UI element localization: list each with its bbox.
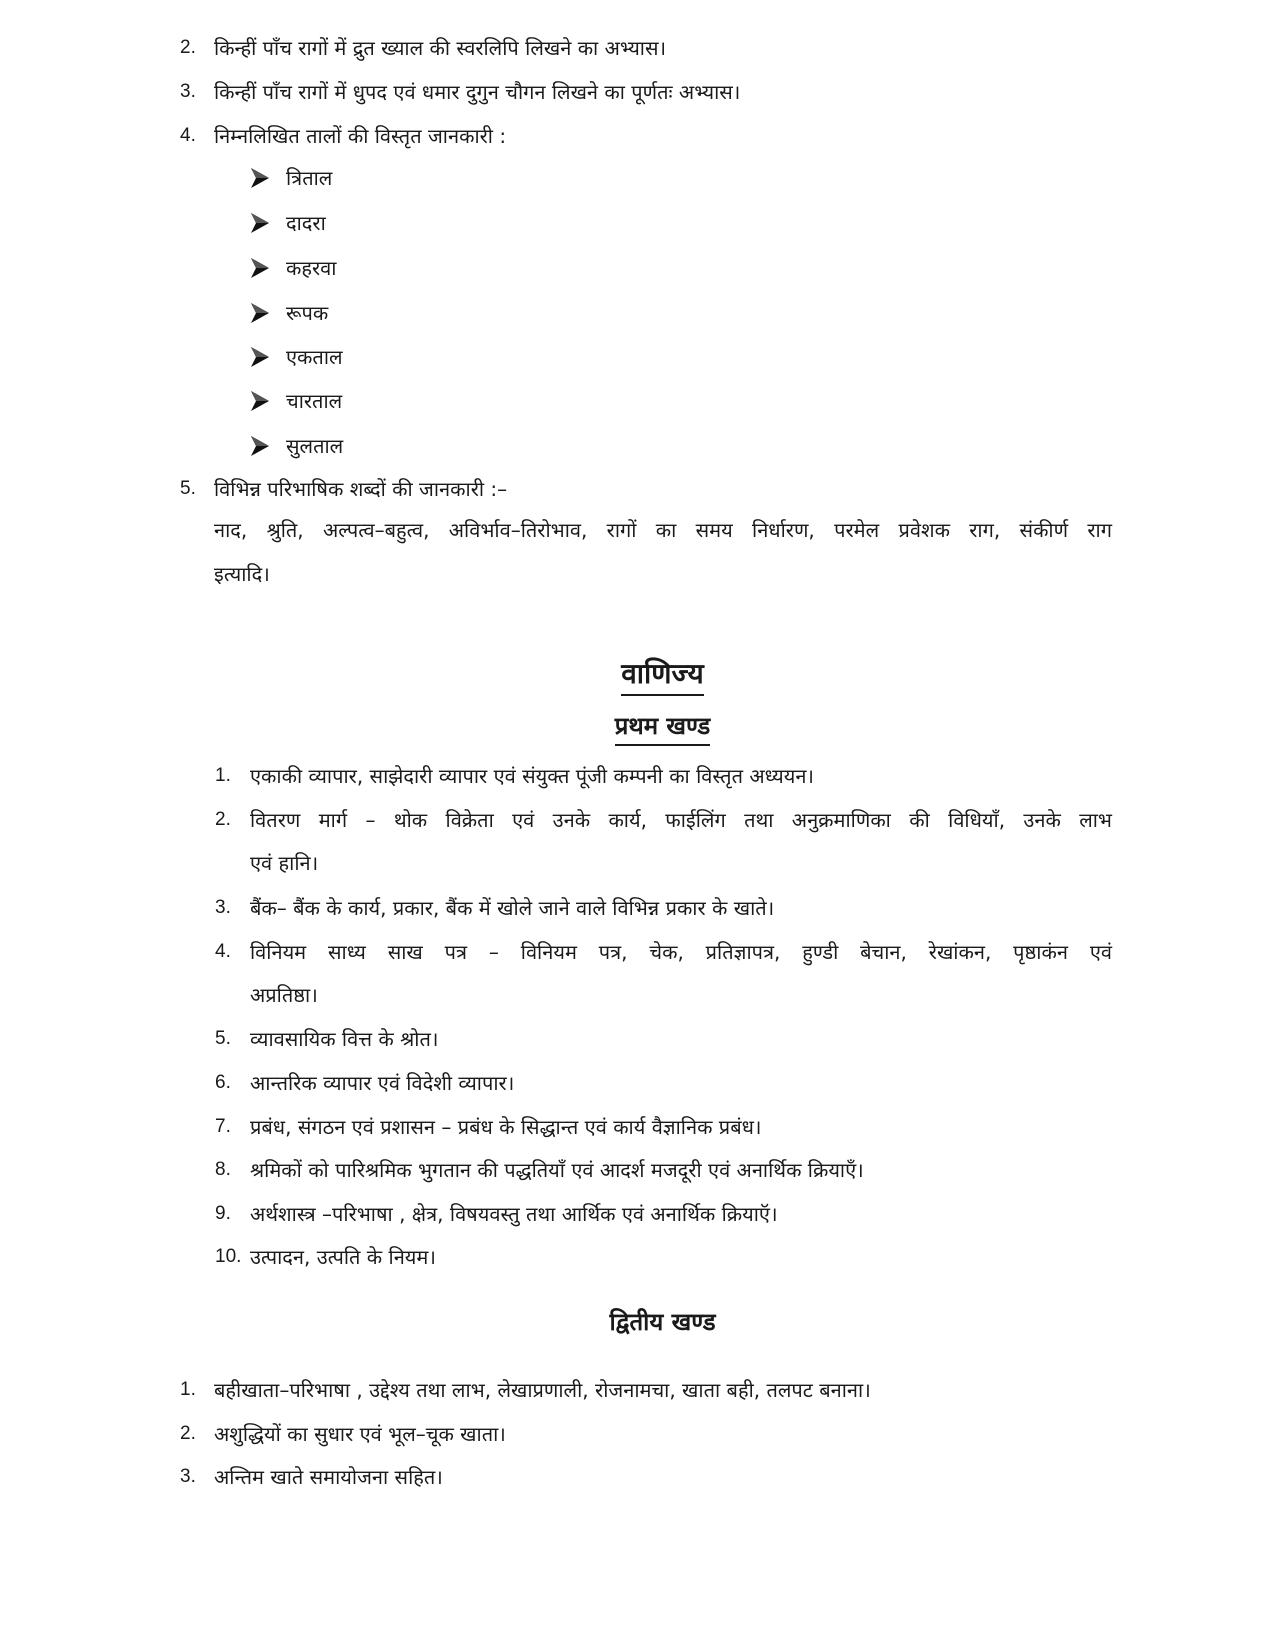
list-item-text: व्यावसायिक वित्त के श्रोत। xyxy=(250,1027,439,1051)
list-number: 9. xyxy=(215,1203,231,1224)
list-number: 4. xyxy=(180,125,196,146)
list-item-text: उत्पादन, उत्पति के नियम। xyxy=(250,1245,436,1269)
arrow-bullet-icon xyxy=(250,302,270,324)
taal-item: रूपक xyxy=(286,301,329,325)
list-item-text: अन्तिम खाते समायोजना सहित। xyxy=(214,1465,443,1489)
part1-title: प्रथम खण्ड xyxy=(615,710,711,746)
arrow-bullet-icon xyxy=(250,257,270,279)
list-number: 7. xyxy=(215,1116,231,1137)
taal-item: एकताल xyxy=(286,345,343,369)
list-item-text: विभिन्न परिभाषिक शब्दों की जानकारी :– xyxy=(214,477,508,501)
list-number: 3. xyxy=(180,1466,196,1487)
arrow-bullet-icon xyxy=(250,435,270,457)
taal-item: चारताल xyxy=(286,389,343,413)
list-item-text: निम्नलिखित तालों की विस्तृत जानकारी : xyxy=(214,124,507,148)
list-item-text: अशुद्धियों का सुधार एवं भूल–चूक खाता। xyxy=(214,1422,506,1446)
list-number: 3. xyxy=(180,81,196,102)
section-title xyxy=(25,656,1275,696)
arrow-bullet-icon xyxy=(250,346,270,368)
terminology-list-end: इत्यादि। xyxy=(214,562,270,586)
list-item-text: किन्हीं पाँच रागों में धुपद एवं धमार दुगुन चौगन लिखने का पूर्णतः अभ्यास। xyxy=(214,80,741,104)
list-item-continuation: एवं हानि। xyxy=(250,851,319,875)
list-number: 5. xyxy=(180,478,196,499)
list-number: 3. xyxy=(215,897,231,918)
list-item-text: किन्हीं पाँच रागों में द्रुत ख्याल की स्वरलिपि लिखने का अभ्यास। xyxy=(214,36,667,60)
commerce-title: वाणिज्य xyxy=(621,656,704,696)
taal-item: सुलताल xyxy=(286,434,344,458)
list-item-text: वितरण मार्ग – थोक विक्रेता एवं उनके कार्य, फाईलिंग तथा अनुक्रमाणिका की विधियाँ, उनके लाभ xyxy=(250,808,1112,832)
list-item-continuation: अप्रतिष्ठा। xyxy=(250,983,318,1007)
list-number: 1. xyxy=(180,1379,196,1400)
terminology-list: नाद, श्रुति, अल्पत्व–बहुत्व, अविर्भाव–तिरोभाव, रागों का समय निर्धारण, परमेल प्रवेशक राग, संकीर्ण राग xyxy=(214,518,1112,542)
list-number: 8. xyxy=(215,1159,231,1180)
taal-item: कहरवा xyxy=(286,256,337,280)
taal-item: त्रिताल xyxy=(286,166,333,190)
list-number: 6. xyxy=(215,1072,231,1093)
list-number: 2. xyxy=(215,809,231,830)
part-title xyxy=(25,710,1275,746)
list-number: 2. xyxy=(180,1423,196,1444)
arrow-bullet-icon xyxy=(250,167,270,189)
list-number: 4. xyxy=(215,941,231,962)
list-number: 2. xyxy=(180,37,196,58)
taal-item: दादरा xyxy=(286,211,326,235)
arrow-bullet-icon xyxy=(250,212,270,234)
list-item-text: एकाकी व्यापार, साझेदारी व्यापार एवं संयुक्त पूंजी कम्पनी का विस्तृत अध्ययन। xyxy=(250,764,815,788)
arrow-bullet-icon xyxy=(250,390,270,412)
list-number: 1. xyxy=(215,765,231,786)
part2-title: द्वितीय खण्ड xyxy=(609,1308,716,1336)
list-item-text: विनियम साध्य साख पत्र – विनियम पत्र, चेक, प्रतिज्ञापत्र, हुण्डी बेचान, रेखांकन, पृष्ठाकंन एवं xyxy=(250,940,1112,964)
part-title xyxy=(25,1306,1275,1338)
list-item-text: प्रबंध, संगठन एवं प्रशासन – प्रबंध के सिद्धान्त एवं कार्य वैज्ञानिक प्रबंध। xyxy=(250,1115,762,1139)
list-item-text: बहीखाता–परिभाषा , उद्देश्य तथा लाभ, लेखाप्रणाली, रोजनामचा, खाता बही, तलपट बनाना। xyxy=(214,1378,871,1402)
list-item-text: अर्थशास्त्र –परिभाषा , क्षेत्र, विषयवस्तु तथा आर्थिक एवं अनार्थिक क्रियाऍ। xyxy=(250,1202,778,1226)
list-item-text: श्रमिकों को पारिश्रमिक भुगतान की पद्धतियाँ एवं आदर्श मजदूरी एवं अनार्थिक क्रियाएँ। xyxy=(250,1158,864,1182)
list-number: 5. xyxy=(215,1028,231,1049)
list-item-text: बैंक– बैंक के कार्य, प्रकार, बैंक में खोले जाने वाले विभिन्न प्रकार के खाते। xyxy=(250,896,775,920)
list-item-text: आन्तरिक व्यापार एवं विदेशी व्यापार। xyxy=(250,1071,515,1095)
list-number: 10. xyxy=(215,1246,242,1267)
